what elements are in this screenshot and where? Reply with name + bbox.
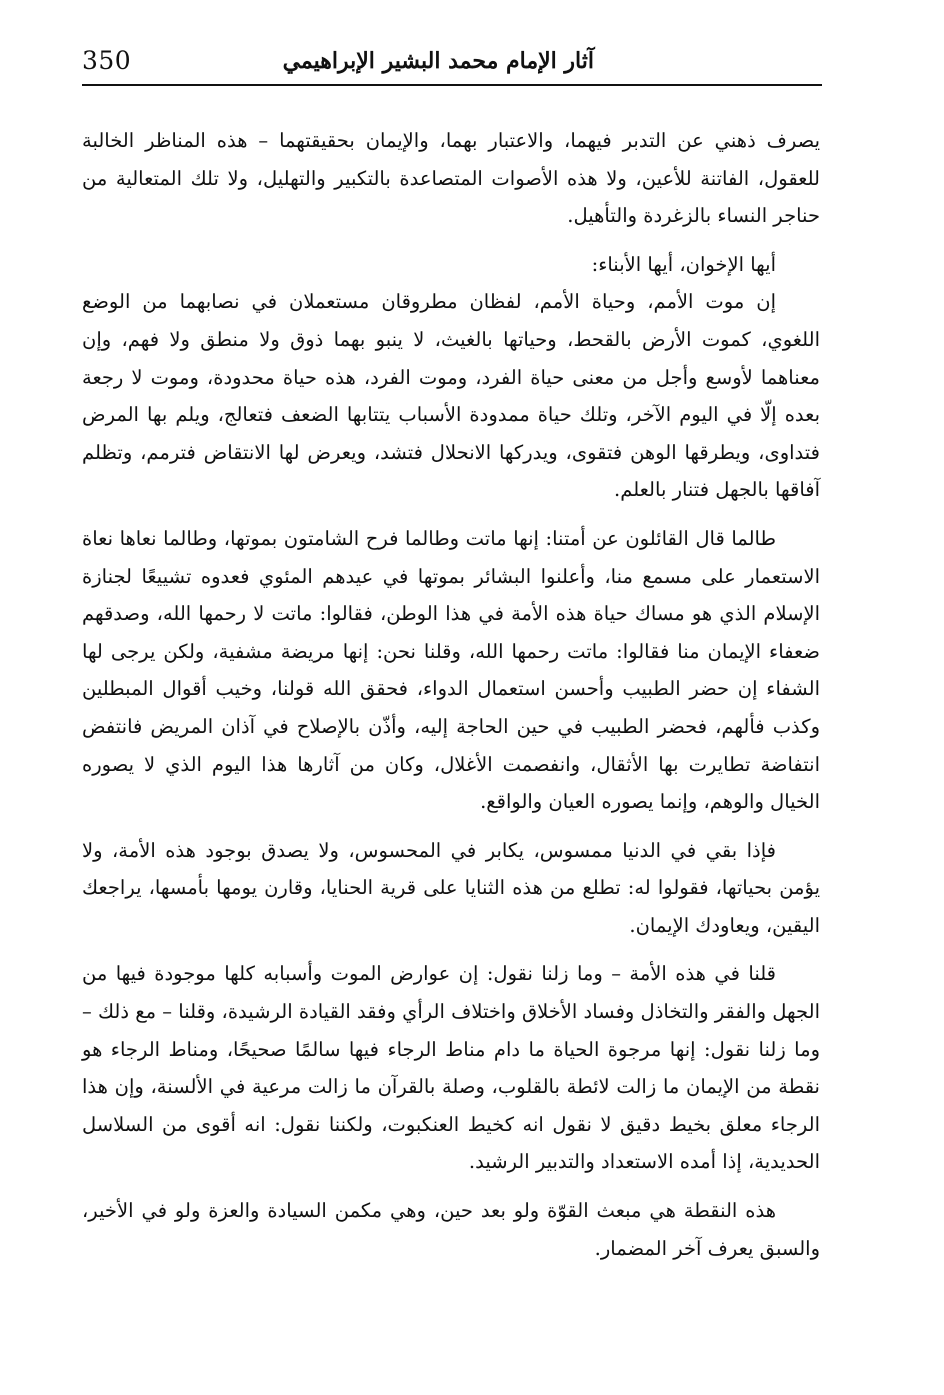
page-body [82,122,820,1267]
paragraph-5: فإذا بقي في الدنيا ممسوس، يكابر في المحسوس، ولا يصدق بوجود هذه الأمة، ولا يؤمن بحياتها، فقولوا له: تطلع من هذه الثنايا على قرية الحنايا، وقارن يومها بأمسها، يراجعك اليقين، ويعاودك الإيمان. [82,838,820,937]
page-header [82,44,822,84]
paragraph-1: يصرف ذهني عن التدبر فيهما، والاعتبار بهما، والإيمان بحقيقتهما – هذه المناظر الخالبة للعقول، الفاتنة للأعين، ولا هذه الأصوات المتصاعدة بالتكبير والتهليل، ولا تلك المتعالية من حناجر النساء بالزغردة والتأهيل. [82,129,820,228]
paragraph-2-address: أيها الإخوان، أيها الأبناء: [591,252,776,276]
page-number: 350 [82,46,132,75]
header-rule [82,84,822,86]
paragraph-6: قلنا في هذه الأمة – وما زلنا نقول: إن عوارض الموت وأسبابه كلها موجودة فيها من الجهل والفقر والتخاذل وفساد الأخلاق واختلاف الرأي وفقد القيادة الرشيدة، وقلنا – مع ذلك – وما زلنا نقول: إنها مرجوة الحياة ما دام مناط الرجاء فيها سالمًا صحيحًا، ومناط الرجاء هو نقطة من الإيمان ما زالت لائطة بالقلوب، وصلة بالقرآن ما زالت مرعية في الألسنة، وإن هذا الرجاء معلق بخيط دقيق لا نقول انه كخيط العنكبوت، ولكننا نقول: انه أقوى من السلاسل الحديدية، إذا أمده الاستعداد والتدبير الرشيد. [82,962,820,1174]
paragraph-3: إن موت الأمم، وحياة الأمم، لفظان مطروقان مستعملان في نصابهما من الوضع اللغوي، كموت الأرض بالقحط، وحياتها بالغيث، لا ينبو بهما ذوق ولا منطق ولا فهم، وإن معناهما لأوسع وأجل من معنى حياة الفرد، وموت الفرد، هذه حياة محدودة، وموت لا رجعة بعده إلّا في اليوم الآخر، وتلك حياة ممدودة الأسباب يتتابها الضعف فتعالج، ويلم بها المرض فتداوى، ويطرقها الوهن فتقوى، ويدركها الانحلال فتشد، ويعرض لها الانتقاض فترمم، وتظلم آفاقها بالجهل فتنار بالعلم. [82,290,820,502]
paragraph-7: هذه النقطة هي مبعث القوّة ولو بعد حين، وهي مكمن السيادة والعزة ولو في الأخير، والسبق يعرف آخر المضمار. [82,1199,820,1260]
running-title: آثار الإمام محمد البشير الإبراهيمي [282,48,594,74]
paragraph-4: طالما قال القائلون عن أمتنا: إنها ماتت وطالما فرح الشامتون بموتها، وطالما نعاها نعاة الاستعمار على مسمع منا، وأعلنوا البشائر بموتها في عيدهم المئوي فعدوه تشييعًا لجنازة الإسلام الذي هو مساك حياة هذه الأمة في هذا الوطن، فقالوا: ماتت لا رحمها الله، وصدقهم ضعفاء الإيمان منا فقالوا: ماتت رحمها الله، وقلنا نحن: إنها مريضة مشفية، ولكن يرجى لها الشفاء إن حضر الطبيب وأحسن استعمال الدواء، فحقق الله قولنا، وخيب أقوال المبطلين وكذب فألهم، فحضر الطبيب في حين الحاجة إليه، وأذّن بالإصلاح في آذان المريض فانتفض انتفاضة تطايرت بها الأثقال، وانفصمت الأغلال، وكان من آثارها هذا اليوم الذي لا يصوره الخيال والوهم، وإنما يصوره العيان والواقع. [82,526,820,814]
